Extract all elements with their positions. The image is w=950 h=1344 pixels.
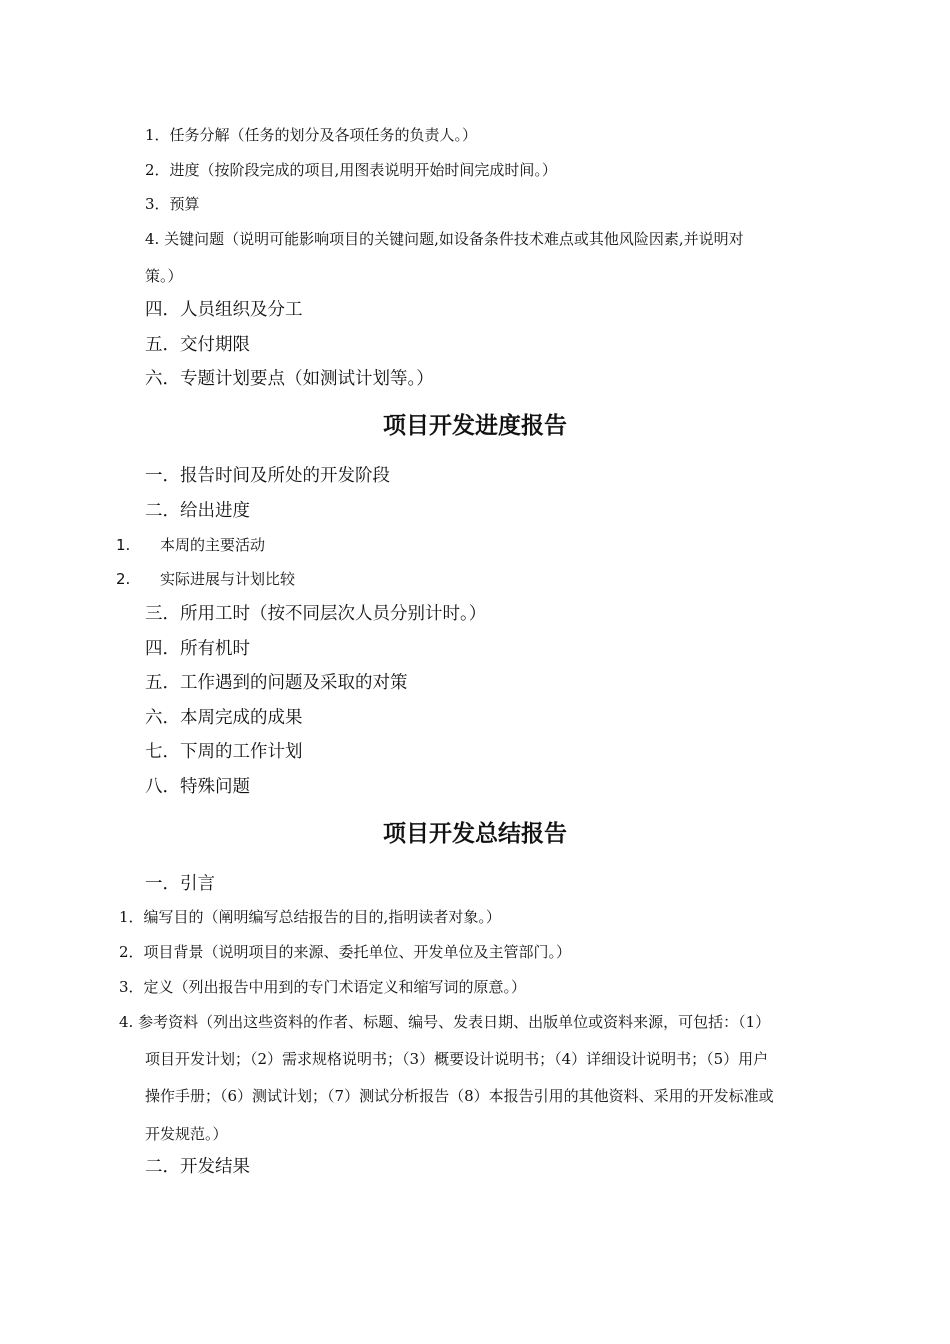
progress-numbered-comparison: 实际进展与计划比较 <box>160 570 296 588</box>
summary-item-references: 4. 参考资料（列出这些资料的作者、标题、编号、发表日期、出版单位或资料来源，可包括：（1） <box>119 1013 771 1031</box>
plan-section-deadline: 五．交付期限 <box>145 335 250 355</box>
progress-section-time-stage: 一．报告时间及所处的开发阶段 <box>145 466 390 486</box>
progress-section-results: 六．本周完成的成果 <box>145 708 303 728</box>
progress-report-title: 项目开发进度报告 <box>383 413 567 439</box>
plan-section-special-plans: 六．专题计划要点（如测试计划等。） <box>145 369 434 389</box>
plan-item-budget: 3．预算 <box>145 195 200 213</box>
plan-section-staffing: 四．人员组织及分工 <box>145 300 303 320</box>
progress-section-machine-hours: 四．所有机时 <box>145 639 250 659</box>
progress-section-next-week: 七．下周的工作计划 <box>145 742 303 762</box>
summary-section-results: 二．开发结果 <box>145 1157 250 1177</box>
summary-item-definitions: 3．定义（列出报告中用到的专门术语定义和缩写词的原意。） <box>119 978 527 996</box>
progress-section-work-hours: 三．所用工时（按不同层次人员分别计时。） <box>145 604 487 624</box>
progress-section-special: 八．特殊问题 <box>145 777 250 797</box>
summary-item-background: 2．项目背景（说明项目的来源、委托单位、开发单位及主管部门。） <box>119 943 572 961</box>
summary-item-references-cont: 操作手册；（6）测试计划；（7）测试分析报告（8）本报告引用的其他资料、采用的开发标准或 <box>145 1087 774 1105</box>
progress-numbered-marker: 1. <box>116 536 131 554</box>
summary-report-title: 项目开发总结报告 <box>383 821 567 847</box>
summary-section-intro: 一．引言 <box>145 874 215 894</box>
summary-item-references-cont: 开发规范。） <box>145 1125 228 1143</box>
progress-numbered-marker: 2. <box>116 570 131 588</box>
plan-item-task-breakdown: 1．任务分解（任务的划分及各项任务的负责人。） <box>145 126 478 144</box>
progress-numbered-activities: 本周的主要活动 <box>160 536 266 554</box>
plan-item-key-issues-cont: 策。） <box>145 267 183 285</box>
summary-item-purpose: 1．编写目的（阐明编写总结报告的目的,指明读者对象。） <box>119 908 501 926</box>
progress-section-progress: 二．给出进度 <box>145 501 250 521</box>
progress-section-problems: 五．工作遇到的问题及采取的对策 <box>145 673 408 693</box>
summary-item-references-cont: 项目开发计划；（2）需求规格说明书；（3）概要设计说明书；（4）详细设计说明书；（5）用户 <box>145 1050 769 1068</box>
plan-item-key-issues: 4. 关键问题（说明可能影响项目的关键问题,如设备条件技术难点或其他风险因素,并说明对 <box>145 230 744 248</box>
plan-item-schedule: 2．进度（按阶段完成的项目,用图表说明开始时间完成时间。） <box>145 161 557 179</box>
